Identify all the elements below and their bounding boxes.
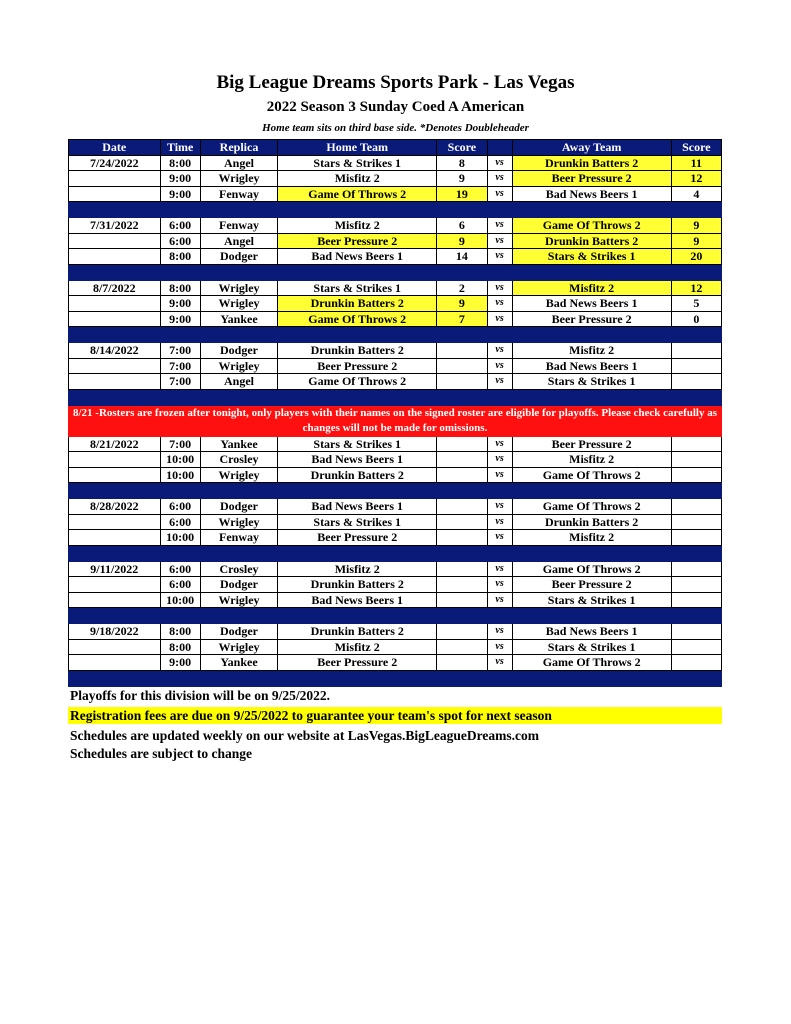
away-team: Bad News Beers 1 [512, 358, 671, 374]
page-title: Big League Dreams Sports Park - Las Vegas [216, 72, 575, 93]
week-separator [69, 264, 722, 280]
game-date [69, 639, 161, 655]
away-score [671, 561, 721, 577]
separator-cell [69, 545, 722, 561]
home-team: Bad News Beers 1 [278, 452, 437, 468]
game-replica: Yankee [200, 655, 277, 671]
week-separator [69, 389, 722, 405]
away-team: Drunkin Batters 2 [512, 155, 671, 171]
game-replica: Yankee [200, 311, 277, 327]
home-team: Beer Pressure 2 [278, 233, 437, 249]
away-score: 5 [671, 296, 721, 312]
game-date: 7/24/2022 [69, 155, 161, 171]
home-team: Bad News Beers 1 [278, 249, 437, 265]
game-row [69, 467, 722, 483]
vs-label: vs [487, 374, 512, 390]
game-date [69, 655, 161, 671]
home-score: 9 [437, 171, 487, 187]
game-replica: Wrigley [200, 592, 277, 608]
game-time: 10:00 [160, 592, 200, 608]
home-team: Beer Pressure 2 [278, 358, 437, 374]
game-time: 7:00 [160, 343, 200, 359]
game-date [69, 171, 161, 187]
away-score: 11 [671, 155, 721, 171]
home-score: 6 [437, 218, 487, 234]
home-score [437, 343, 487, 359]
home-team: Misfitz 2 [278, 639, 437, 655]
vs-label: vs [487, 639, 512, 655]
website-note: Schedules are updated weekly on our website at LasVegas.BigLeagueDreams.com [70, 728, 540, 743]
home-score [437, 592, 487, 608]
away-team: Beer Pressure 2 [512, 171, 671, 187]
home-team: Beer Pressure 2 [278, 655, 437, 671]
vs-label: vs [487, 592, 512, 608]
game-time: 6:00 [160, 233, 200, 249]
game-row [69, 577, 722, 593]
away-score [671, 452, 721, 468]
game-row [69, 358, 722, 374]
game-date [69, 514, 161, 530]
game-row [69, 452, 722, 468]
vs-label: vs [487, 561, 512, 577]
home-score: 8 [437, 155, 487, 171]
home-team: Beer Pressure 2 [278, 530, 437, 546]
game-time: 7:00 [160, 436, 200, 452]
game-time: 9:00 [160, 311, 200, 327]
away-score [671, 530, 721, 546]
game-replica: Angel [200, 233, 277, 249]
away-score: 4 [671, 186, 721, 202]
week-separator [69, 670, 722, 686]
game-row [69, 592, 722, 608]
game-row [69, 639, 722, 655]
game-row [69, 514, 722, 530]
away-team: Stars & Strikes 1 [512, 249, 671, 265]
col-header-home-team: Home Team [278, 140, 437, 156]
week-separator [69, 545, 722, 561]
game-replica: Angel [200, 374, 277, 390]
home-team: Stars & Strikes 1 [278, 280, 437, 296]
game-time: 8:00 [160, 249, 200, 265]
away-team: Drunkin Batters 2 [512, 233, 671, 249]
schedule-note: Home team sits on third base side. *Denotes Doubleheader [262, 122, 529, 134]
home-team: Game Of Throws 2 [278, 311, 437, 327]
away-score [671, 514, 721, 530]
separator-cell [69, 483, 722, 499]
game-time: 6:00 [160, 577, 200, 593]
game-row [69, 343, 722, 359]
vs-label: vs [487, 452, 512, 468]
separator-cell [69, 670, 722, 686]
home-team: Drunkin Batters 2 [278, 467, 437, 483]
away-score: 0 [671, 311, 721, 327]
vs-label: vs [487, 233, 512, 249]
away-team: Misfitz 2 [512, 530, 671, 546]
vs-label: vs [487, 467, 512, 483]
subject-to-change-note: Schedules are subject to change [70, 746, 252, 761]
game-time: 6:00 [160, 499, 200, 515]
game-replica: Wrigley [200, 171, 277, 187]
game-replica: Dodger [200, 343, 277, 359]
col-header-date: Date [69, 140, 161, 156]
game-date: 8/14/2022 [69, 343, 161, 359]
home-score [437, 530, 487, 546]
roster-freeze-banner [69, 405, 722, 436]
game-row [69, 155, 722, 171]
away-team: Beer Pressure 2 [512, 577, 671, 593]
away-score: 12 [671, 171, 721, 187]
away-score [671, 592, 721, 608]
away-team: Game Of Throws 2 [512, 467, 671, 483]
game-date: 7/31/2022 [69, 218, 161, 234]
game-replica: Dodger [200, 499, 277, 515]
game-row [69, 233, 722, 249]
away-team: Bad News Beers 1 [512, 186, 671, 202]
game-time: 9:00 [160, 186, 200, 202]
home-team: Game Of Throws 2 [278, 374, 437, 390]
game-replica: Fenway [200, 186, 277, 202]
game-row [69, 530, 722, 546]
away-team: Game Of Throws 2 [512, 218, 671, 234]
home-score [437, 577, 487, 593]
away-score [671, 374, 721, 390]
registration-note: Registration fees are due on 9/25/2022 to guarantee your team's spot for next season [68, 707, 722, 724]
separator-cell [69, 608, 722, 624]
home-team: Stars & Strikes 1 [278, 436, 437, 452]
vs-label: vs [487, 186, 512, 202]
home-score: 9 [437, 233, 487, 249]
away-team: Stars & Strikes 1 [512, 592, 671, 608]
away-score [671, 624, 721, 640]
home-team: Misfitz 2 [278, 218, 437, 234]
away-score: 9 [671, 218, 721, 234]
col-header-time: Time [160, 140, 200, 156]
away-team: Drunkin Batters 2 [512, 514, 671, 530]
playoffs-note: Playoffs for this division will be on 9/25/2022. [70, 688, 331, 703]
vs-label: vs [487, 249, 512, 265]
game-time: 7:00 [160, 374, 200, 390]
home-team: Bad News Beers 1 [278, 592, 437, 608]
game-time: 8:00 [160, 155, 200, 171]
home-team: Misfitz 2 [278, 561, 437, 577]
game-row [69, 624, 722, 640]
separator-cell [69, 202, 722, 218]
game-date [69, 358, 161, 374]
table-header-row [69, 140, 722, 156]
week-separator [69, 483, 722, 499]
vs-label: vs [487, 499, 512, 515]
game-replica: Wrigley [200, 467, 277, 483]
home-team: Drunkin Batters 2 [278, 624, 437, 640]
game-replica: Wrigley [200, 280, 277, 296]
game-row [69, 499, 722, 515]
game-row [69, 186, 722, 202]
vs-label: vs [487, 311, 512, 327]
week-separator [69, 202, 722, 218]
home-score: 14 [437, 249, 487, 265]
home-score: 7 [437, 311, 487, 327]
vs-label: vs [487, 530, 512, 546]
away-team: Beer Pressure 2 [512, 436, 671, 452]
away-score [671, 655, 721, 671]
away-team: Misfitz 2 [512, 343, 671, 359]
game-time: 6:00 [160, 561, 200, 577]
away-team: Bad News Beers 1 [512, 296, 671, 312]
game-time: 9:00 [160, 655, 200, 671]
schedule-table [68, 139, 722, 687]
home-team: Drunkin Batters 2 [278, 577, 437, 593]
home-team: Drunkin Batters 2 [278, 296, 437, 312]
away-team: Misfitz 2 [512, 280, 671, 296]
game-replica: Fenway [200, 530, 277, 546]
away-score [671, 577, 721, 593]
game-replica: Crosley [200, 561, 277, 577]
game-time: 8:00 [160, 639, 200, 655]
game-date [69, 577, 161, 593]
home-score: 19 [437, 186, 487, 202]
away-team: Game Of Throws 2 [512, 655, 671, 671]
game-row [69, 171, 722, 187]
away-score [671, 499, 721, 515]
game-replica: Wrigley [200, 358, 277, 374]
away-score [671, 639, 721, 655]
game-time: 10:00 [160, 452, 200, 468]
vs-label: vs [487, 358, 512, 374]
home-score [437, 639, 487, 655]
game-row [69, 374, 722, 390]
game-replica: Wrigley [200, 296, 277, 312]
game-time: 6:00 [160, 218, 200, 234]
vs-label: vs [487, 514, 512, 530]
separator-cell [69, 264, 722, 280]
game-replica: Dodger [200, 624, 277, 640]
away-team: Game Of Throws 2 [512, 561, 671, 577]
home-score [437, 467, 487, 483]
home-score [437, 358, 487, 374]
game-row [69, 249, 722, 265]
game-date [69, 592, 161, 608]
page-subtitle: 2022 Season 3 Sunday Coed A American [266, 99, 525, 115]
game-replica: Angel [200, 155, 277, 171]
away-score [671, 343, 721, 359]
home-team: Misfitz 2 [278, 171, 437, 187]
game-replica: Fenway [200, 218, 277, 234]
home-score [437, 499, 487, 515]
away-team: Stars & Strikes 1 [512, 374, 671, 390]
home-score [437, 624, 487, 640]
col-header-home-score: Score [437, 140, 487, 156]
game-row [69, 296, 722, 312]
vs-label: vs [487, 577, 512, 593]
week-separator [69, 608, 722, 624]
away-team: Game Of Throws 2 [512, 499, 671, 515]
game-date: 8/28/2022 [69, 499, 161, 515]
vs-label: vs [487, 296, 512, 312]
game-date [69, 467, 161, 483]
away-score [671, 358, 721, 374]
col-header-vs [487, 140, 512, 156]
game-time: 7:00 [160, 358, 200, 374]
game-replica: Wrigley [200, 514, 277, 530]
game-date: 8/21/2022 [69, 436, 161, 452]
banner-text: 8/21 -Rosters are frozen after tonight, only players with their names on the signed roster are eligible for playoffs. Please check carefully as changes will not be made for omissions. [69, 405, 722, 436]
away-team: Bad News Beers 1 [512, 624, 671, 640]
game-date [69, 311, 161, 327]
col-header-away-team: Away Team [512, 140, 671, 156]
home-score [437, 374, 487, 390]
home-score [437, 655, 487, 671]
game-row [69, 218, 722, 234]
away-score [671, 467, 721, 483]
home-score [437, 561, 487, 577]
home-score: 9 [437, 296, 487, 312]
away-score: 20 [671, 249, 721, 265]
game-date [69, 530, 161, 546]
game-date: 9/11/2022 [69, 561, 161, 577]
vs-label: vs [487, 343, 512, 359]
separator-cell [69, 327, 722, 343]
vs-label: vs [487, 624, 512, 640]
home-team: Stars & Strikes 1 [278, 514, 437, 530]
away-score: 9 [671, 233, 721, 249]
vs-label: vs [487, 171, 512, 187]
game-time: 9:00 [160, 296, 200, 312]
game-time: 6:00 [160, 514, 200, 530]
game-replica: Yankee [200, 436, 277, 452]
away-team: Stars & Strikes 1 [512, 639, 671, 655]
vs-label: vs [487, 155, 512, 171]
game-replica: Wrigley [200, 639, 277, 655]
vs-label: vs [487, 218, 512, 234]
game-date [69, 452, 161, 468]
home-score [437, 452, 487, 468]
away-team: Beer Pressure 2 [512, 311, 671, 327]
game-date: 9/18/2022 [69, 624, 161, 640]
game-time: 8:00 [160, 280, 200, 296]
home-team: Game Of Throws 2 [278, 186, 437, 202]
vs-label: vs [487, 436, 512, 452]
game-replica: Dodger [200, 249, 277, 265]
home-team: Drunkin Batters 2 [278, 343, 437, 359]
home-team: Stars & Strikes 1 [278, 155, 437, 171]
game-date [69, 233, 161, 249]
away-team: Misfitz 2 [512, 452, 671, 468]
game-row [69, 561, 722, 577]
week-separator [69, 327, 722, 343]
col-header-away-score: Score [671, 140, 721, 156]
col-header-replica: Replica [200, 140, 277, 156]
game-date [69, 296, 161, 312]
home-score: 2 [437, 280, 487, 296]
game-row [69, 436, 722, 452]
game-row [69, 655, 722, 671]
game-time: 10:00 [160, 530, 200, 546]
game-date [69, 249, 161, 265]
game-row [69, 280, 722, 296]
vs-label: vs [487, 655, 512, 671]
game-row [69, 311, 722, 327]
game-date: 8/7/2022 [69, 280, 161, 296]
home-score [437, 514, 487, 530]
away-score [671, 436, 721, 452]
game-date [69, 374, 161, 390]
game-date [69, 186, 161, 202]
game-replica: Crosley [200, 452, 277, 468]
vs-label: vs [487, 280, 512, 296]
home-score [437, 436, 487, 452]
game-time: 10:00 [160, 467, 200, 483]
separator-cell [69, 389, 722, 405]
game-replica: Dodger [200, 577, 277, 593]
game-time: 9:00 [160, 171, 200, 187]
away-score: 12 [671, 280, 721, 296]
home-team: Bad News Beers 1 [278, 499, 437, 515]
game-time: 8:00 [160, 624, 200, 640]
